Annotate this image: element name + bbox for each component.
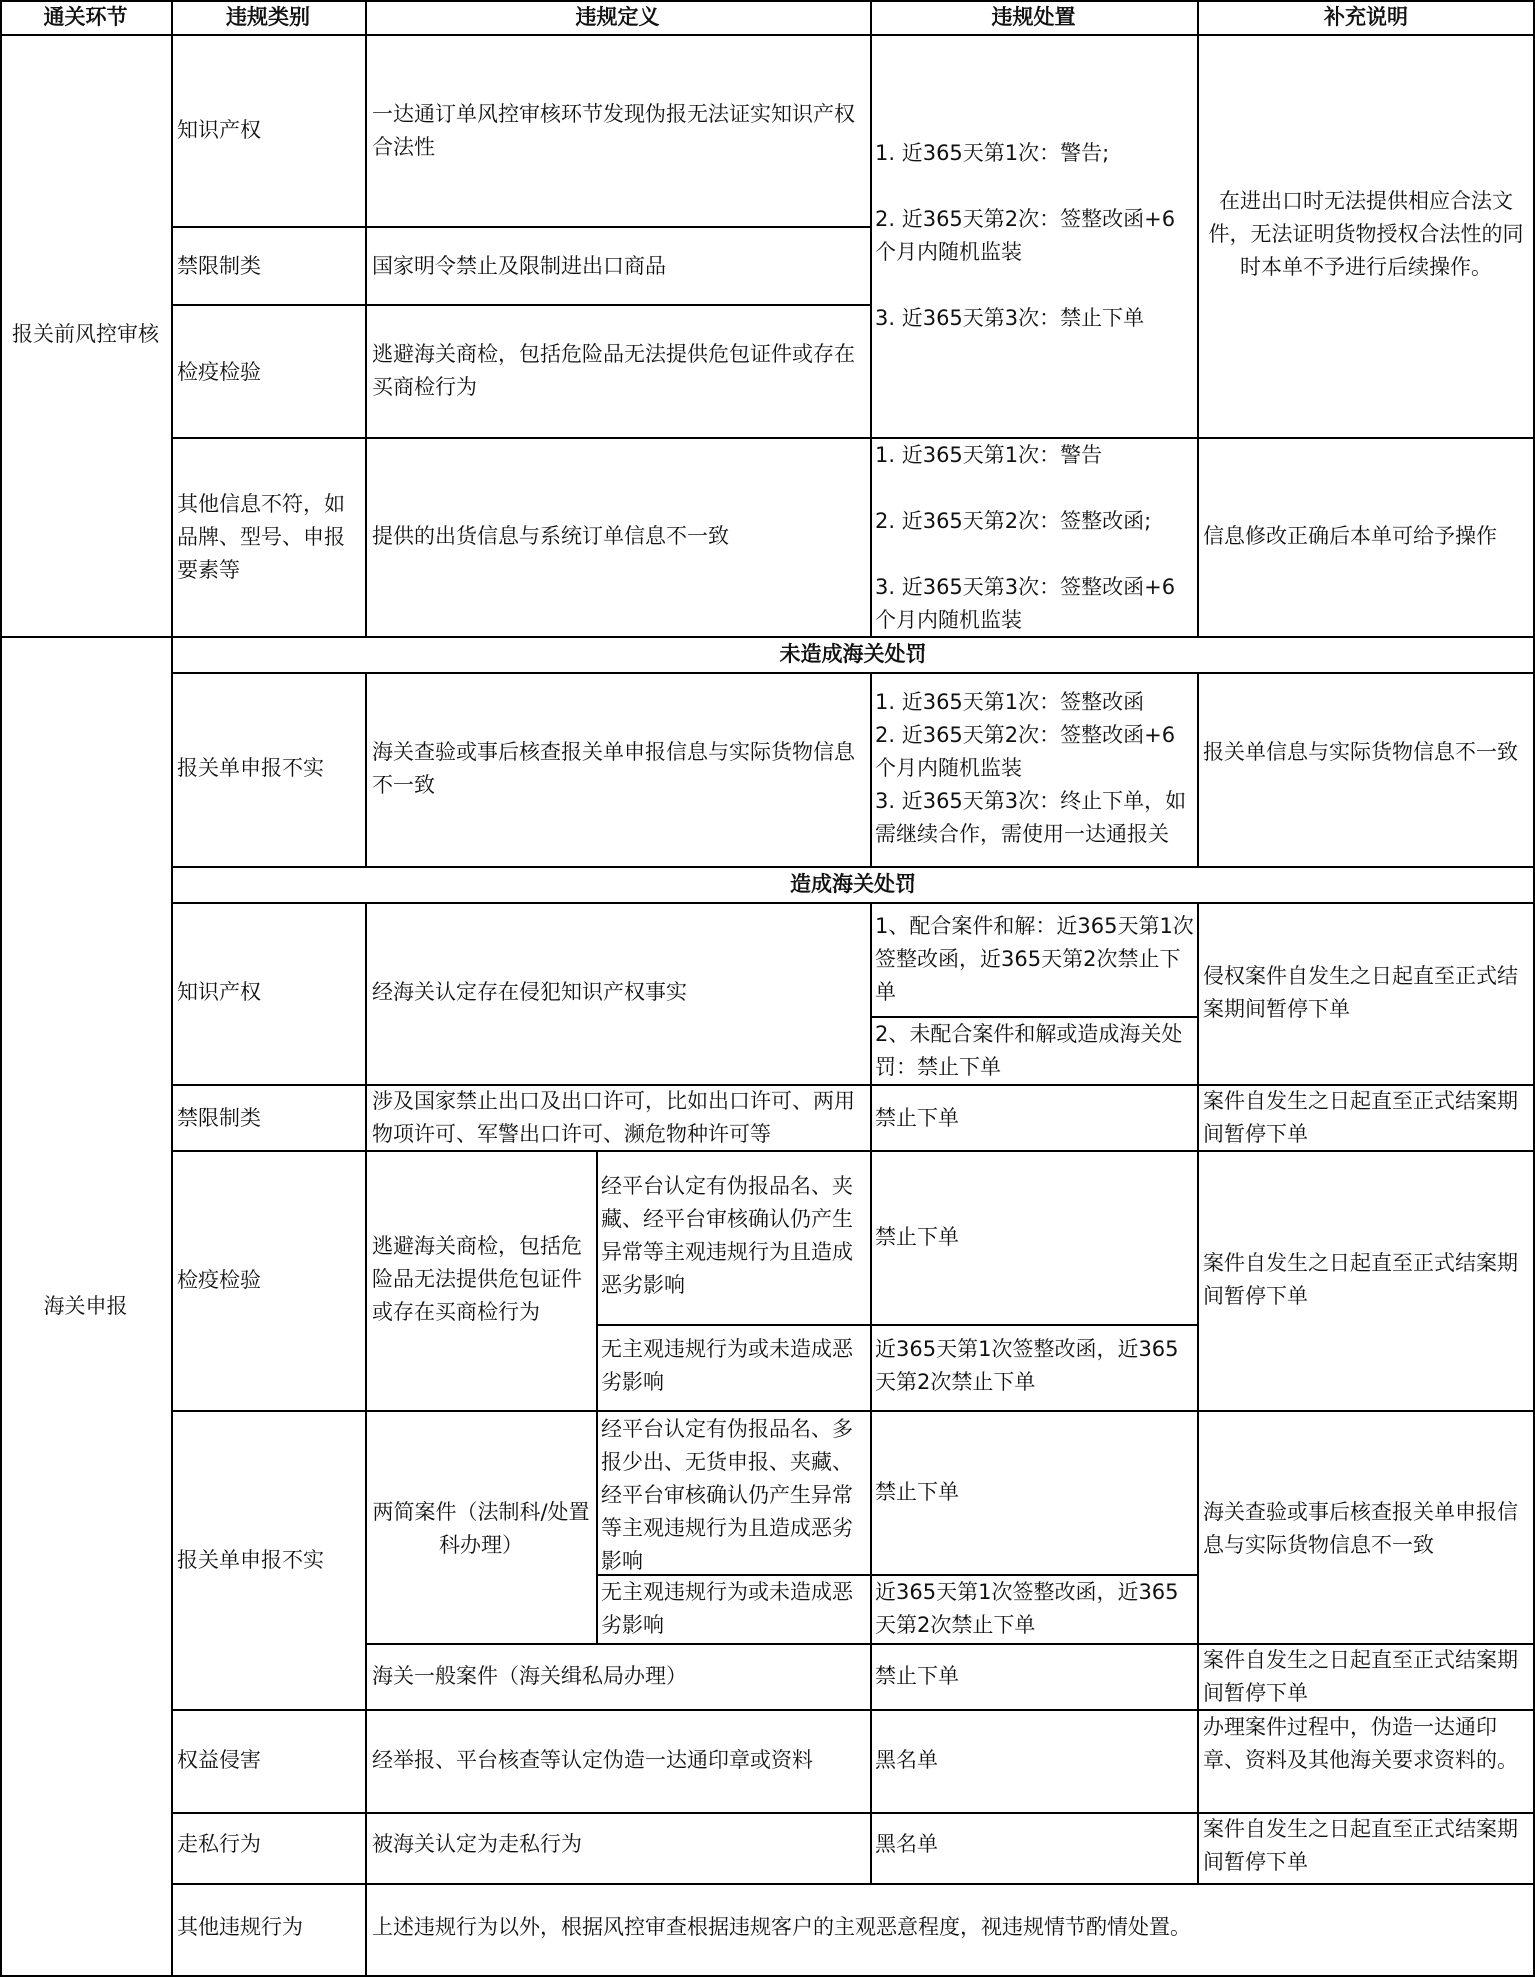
definition-cell: 海关查验或事后核查报关单申报信息与实际货物信息不一致 — [372, 740, 855, 797]
category-cell: 其他信息不符，如品牌、型号、申报要素等 — [177, 492, 345, 582]
category-cell: 权益侵害 — [177, 1748, 261, 1772]
handling-cell: 黑名单 — [875, 1748, 938, 1772]
note-cell: 案件自发生之日起直至正式结案期间暂停下单 — [1203, 1648, 1518, 1705]
handling-cell: 1、配合案件和解：近365天第1次签整改函，近365天第2次禁止下单 — [875, 914, 1194, 1004]
category-cell: 其他违规行为 — [177, 1915, 303, 1939]
note-cell: 案件自发生之日起直至正式结案期间暂停下单 — [1203, 1251, 1518, 1308]
definition-cell: 经举报、平台核查等认定伪造一达通印章或资料 — [372, 1748, 813, 1772]
header-stage: 通关环节 — [43, 5, 128, 29]
header-category: 违规类别 — [226, 5, 310, 29]
category-cell: 走私行为 — [177, 1832, 261, 1856]
category-cell: 知识产权 — [177, 980, 261, 1004]
note-cell: 案件自发生之日起直至正式结案期间暂停下单 — [1203, 1817, 1518, 1874]
handling-cell: 禁止下单 — [875, 1106, 959, 1130]
note-cell: 在进出口时无法提供相应合法文件，无法证明货物授权合法性的同时本单不予进行后续操作。 — [1208, 189, 1524, 279]
stage-label: 海关申报 — [43, 1294, 128, 1318]
definition-cell: 一达通订单风控审核环节发现伪报无法证实知识产权合法性 — [372, 102, 855, 159]
definition-cell: 国家明令禁止及限制进出口商品 — [372, 254, 666, 278]
subheader-no-penalty: 未造成海关处罚 — [779, 642, 927, 666]
handling-cell: 近365天第1次签整改函，近365天第2次禁止下单 — [875, 1580, 1179, 1637]
sub-definition-cell: 无主观违规行为或未造成恶劣影响 — [601, 1580, 853, 1637]
note-cell: 报关单信息与实际货物信息不一致 — [1203, 740, 1518, 764]
handling-cell: 黑名单 — [875, 1832, 938, 1856]
definition-cell: 提供的出货信息与系统订单信息不一致 — [372, 524, 729, 548]
header-handling: 违规处置 — [991, 5, 1076, 29]
note-cell: 海关查验或事后核查报关单申报信息与实际货物信息不一致 — [1203, 1500, 1518, 1557]
case-type-cell: 两简案件（法制科/处置科办理） — [372, 1500, 590, 1557]
handling-cell: 近365天第1次签整改函，近365天第2次禁止下单 — [875, 1337, 1179, 1394]
definition-cell: 涉及国家禁止出口及出口许可，比如出口许可、两用物项许可、军警出口许可、濒危物种许可等 — [372, 1089, 855, 1146]
note-cell: 信息修改正确后本单可给予操作 — [1203, 524, 1497, 548]
definition-cell: 海关一般案件（海关缉私局办理） — [372, 1664, 687, 1688]
definition-cell: 被海关认定为走私行为 — [372, 1832, 582, 1856]
note-cell: 侵权案件自发生之日起直至正式结案期间暂停下单 — [1203, 964, 1518, 1021]
handling-cell: 禁止下单 — [875, 1225, 959, 1249]
category-cell: 检疫检验 — [177, 1268, 261, 1292]
sub-definition-cell: 无主观违规行为或未造成恶劣影响 — [601, 1337, 853, 1394]
category-cell: 报关单申报不实 — [177, 1548, 324, 1572]
category-cell: 检疫检验 — [177, 360, 261, 384]
definition-cell: 经海关认定存在侵犯知识产权事实 — [372, 980, 687, 1004]
category-cell: 知识产权 — [177, 118, 261, 142]
handling-cell: 1. 近365天第1次：警告 2. 近365天第2次：签整改函; 3. 近365天第3次：签整改函+6个月内随机监装 — [875, 443, 1176, 632]
sub-definition-cell: 经平台认定有伪报品名、多报少出、无货申报、夹藏、经平台审核确认仍产生异常等主观违规行为且造成恶劣影响 — [601, 1417, 853, 1573]
handling-cell: 1. 近365天第1次：警告; 2. 近365天第2次：签整改函+6个月内随机监装 3. 近365天第3次：禁止下单 — [875, 141, 1176, 330]
header-definition: 违规定义 — [575, 5, 660, 29]
handling-cell: 2、未配合案件和解或造成海关处罚：禁止下单 — [875, 1022, 1183, 1079]
category-cell: 报关单申报不实 — [177, 756, 324, 780]
definition-cell: 逃避海关商检，包括危险品无法提供危包证件或存在买商检行为 — [372, 1234, 582, 1324]
category-cell: 禁限制类 — [177, 1106, 261, 1130]
note-cell: 办理案件过程中，伪造一达通印章、资料及其他海关要求资料的。 — [1203, 1715, 1518, 1772]
note-cell: 案件自发生之日起直至正式结案期间暂停下单 — [1203, 1089, 1518, 1146]
definition-cell: 上述违规行为以外，根据风控审查根据违规客户的主观恶意程度，视违规情节酌情处置。 — [372, 1915, 1191, 1939]
subheader-penalty: 造成海关处罚 — [790, 872, 916, 896]
definition-cell: 逃避海关商检，包括危险品无法提供危包证件或存在买商检行为 — [372, 342, 855, 399]
handling-cell: 禁止下单 — [875, 1664, 959, 1688]
header-note: 补充说明 — [1324, 5, 1408, 29]
handling-cell: 禁止下单 — [875, 1480, 959, 1504]
sub-definition-cell: 经平台认定有伪报品名、夹藏、经平台审核确认仍产生异常等主观违规行为且造成恶劣影响 — [601, 1174, 853, 1297]
category-cell: 禁限制类 — [177, 254, 261, 278]
stage-label: 报关前风控审核 — [12, 322, 159, 346]
handling-cell: 1. 近365天第1次：签整改函 2. 近365天第2次：签整改函+6个月内随机监装 3. 近365天第3次：终止下单，如需继续合作，需使用一达通报关 — [875, 690, 1187, 846]
